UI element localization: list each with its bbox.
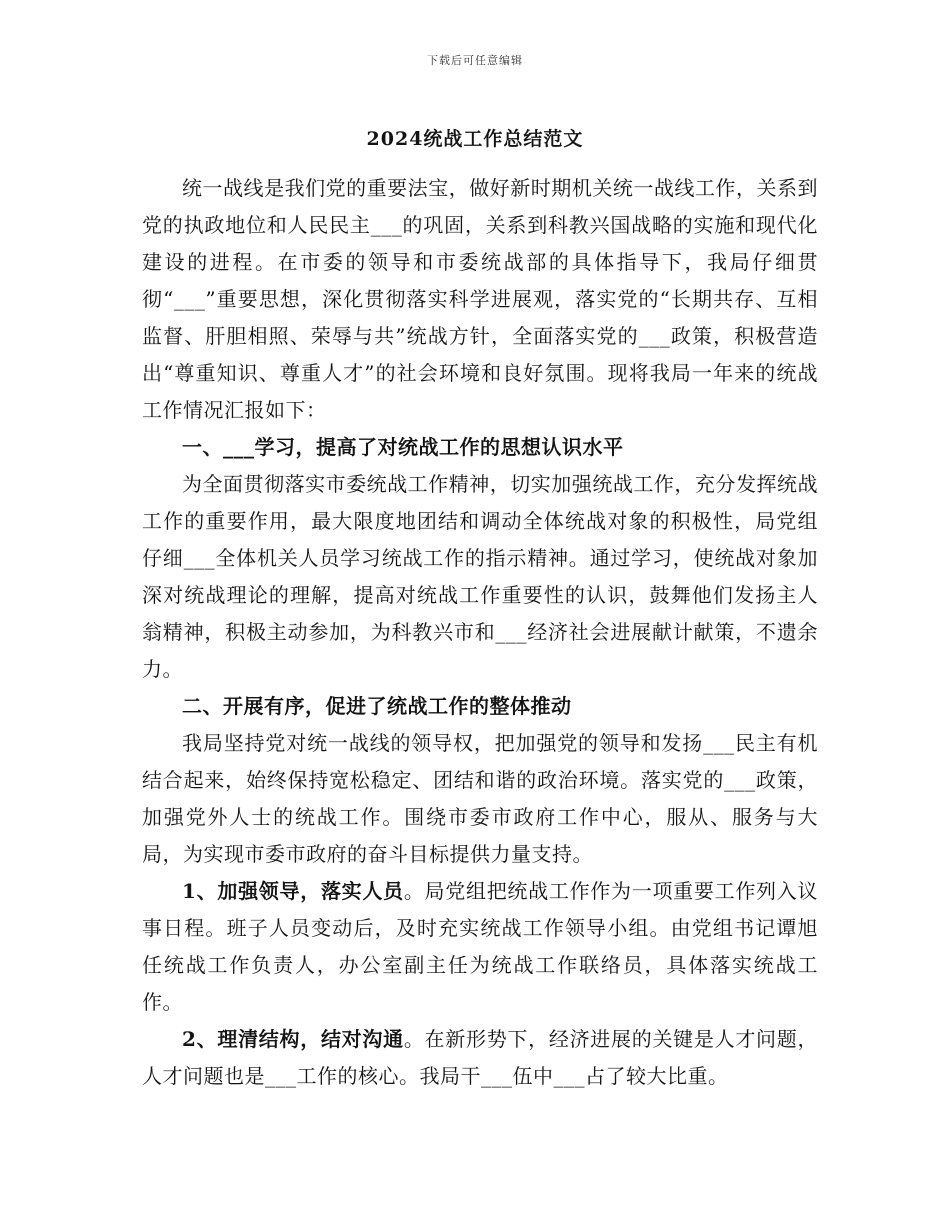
section-heading-1: 一、___学习，提高了对统战工作的思想认识水平 — [182, 435, 624, 459]
document-title: 2024统战工作总结范文 — [366, 128, 584, 150]
paragraph-item-1 — [142, 873, 818, 1021]
item-2-lead: 2、理清结构，结对沟通 — [182, 1027, 404, 1051]
document-body — [142, 170, 818, 1095]
section-heading-2: 二、开展有序，促进了统战工作的整体推动 — [182, 694, 572, 718]
header-note: 下载后可任意编辑 — [427, 54, 523, 67]
paragraph-intro: 统一战线是我们党的重要法宝，做好新时期机关统一战线工作，关系到党的执政地位和人民民主___的巩固，关系到科教兴国战略的实施和现代化建设的进程。在市委的领导和市委统战部的具体指导下，我局仔细贯彻“___”重要思想，深化贯彻落实科学进展观，落实党的“长期共存、互相监督、肝胆相照、荣辱与共”统战方针，全面落实党的___政策，积极营造出“尊重知识、尊重人才”的社会环境和良好氛围。现将我局一年来的统战工作情况汇报如下： — [142, 176, 818, 422]
paragraph-item-2 — [142, 1021, 818, 1095]
paragraph-section-1: 为全面贯彻落实市委统战工作精神，切实加强统战工作，充分发挥统战工作的重要作用，最大限度地团结和调动全体统战对象的积极性，局党组仔细___全体机关人员学习统战工作的指示精神。通过学习，使统战对象加深对统战理论的理解，提高对统战工作重要性的认识，鼓舞他们发扬主人翁精神，积极主动参加，为科教兴市和___经济社会进展献计献策，不遗余力。 — [142, 472, 818, 681]
item-2-text: 。在新形势下，经济进展的关键是人才问题，人才问题也是___工作的核心。我局干___伍中___占了较大比重。 — [142, 1027, 818, 1088]
paragraph-section-2: 我局坚持党对统一战线的领导权，把加强党的领导和发扬___民主有机结合起来，始终保持宽松稳定、团结和谐的政治环境。落实党的___政策，加强党外人士的统战工作。围绕市委市政府工作中心，服从、服务与大局，为实现市委市政府的奋斗目标提供力量支持。 — [142, 731, 818, 866]
item-1-text: 。局党组把统战工作作为一项重要工作列入议事日程。班子人员变动后，及时充实统战工作领导小组。由党组书记谭旭任统战工作负责人，办公室副主任为统战工作联络员，具体落实统战工作。 — [142, 879, 818, 1014]
item-1-lead: 1、加强领导，落实人员 — [182, 879, 404, 903]
